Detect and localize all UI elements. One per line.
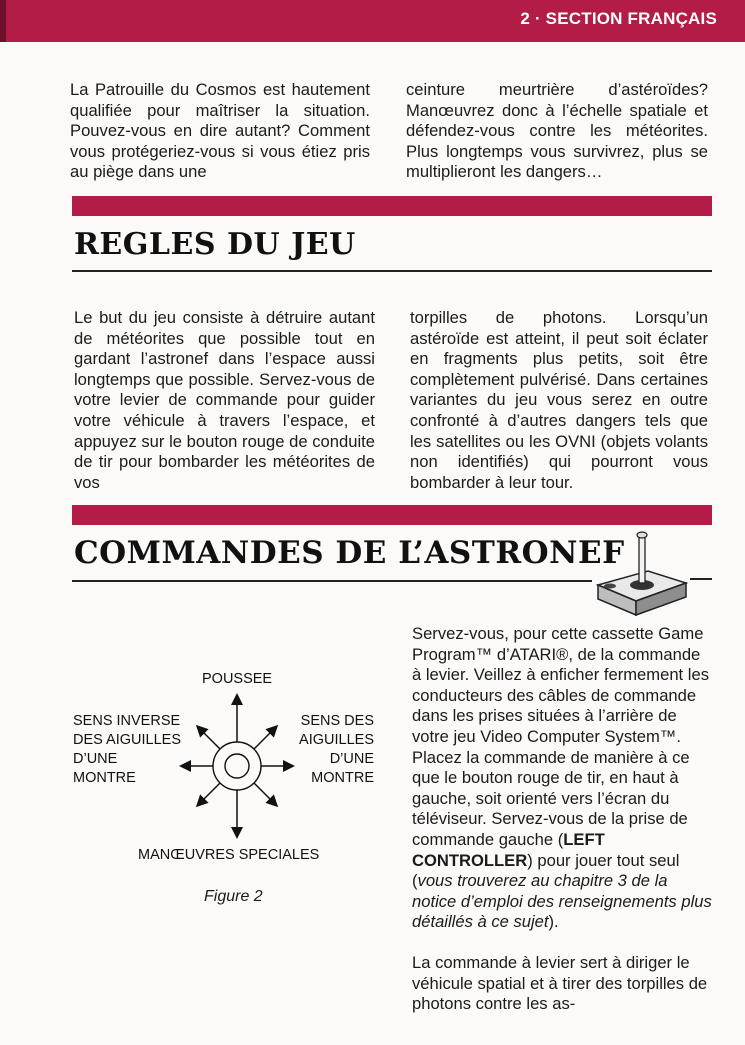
rules-right-column [410,308,708,493]
arrow-down-right [254,783,276,805]
header-band-edge [0,0,6,42]
arrow-down-left [198,783,220,805]
controls-paragraph-1: Servez-vous, pour cette cassette Game Program™ d’ATARI®, de la commande à levier. Veillez à enficher fermement les conducteurs des câbles de commande dans les prises situées à l’arrière de votre jeu Video Computer System™. Placez la commande de manière à ce que le bouton rouge de tir, en haut à gauche, soit orienté vers l’écran du téléviseur. Servez-vous de la prise de commande gauche (LEFT CONTROLLER) pour jouer tout seul (vous trouverez au chapitre 3 de la notice d’emploi des renseignements plus détaillés à ce sujet). [412,624,712,932]
controls-underline [72,580,592,582]
section-label: 2 · SECTION FRANÇAIS [520,9,717,28]
direction-arrows [70,670,390,870]
diagram-label-counterclockwise: SENS INVERSE DES AIGUILLES D’UNE MONTRE [73,713,181,786]
intro-right-column [406,80,708,183]
controls-paragraph-2: La commande à levier sert à diriger le véhicule spatial et à tirer des torpilles de photons contre les as- [412,952,708,1014]
arrow-up-right [254,727,276,749]
rules-color-bar [72,196,712,216]
left-controller-term: LEFT CONTROLLER [412,829,605,870]
rules-heading: REGLES DU JEU [74,227,356,262]
rules-left-column [74,308,375,493]
intro-left-text: La Patrouille du Cosmos est hautement qualifiée pour maîtriser la situation. Pouvez-vous en dire autant? Comment vous protégeriez-vous si vous étiez pris au piège dans une [70,80,370,182]
intro-right-text: ceinture meurtrière d’astéroïdes? Manœuvrez donc à l’échelle spatiale et défendez-vous contre les météorites. Plus longtemps vous survivrez, plus se multiplieront les dangers… [406,80,708,182]
controls-heading: COMMANDES DE L’ASTRONEF [74,535,625,571]
joystick-icon [590,525,690,625]
diagram-label-clockwise: SENS DES AIGUILLES D’UNE MONTRE [299,713,374,786]
rules-left-text: Le but du jeu consiste à détruire autant de météorites que possible tout en gardant l’astronef dans l’espace aussi longtemps que possible. Servez-vous de votre levier de commande pour guider votre véhicule à travers l’espace, et appuyez sur le bouton rouge de conduite de tir pour bombarder les météorites de vos [74,308,375,492]
diagram-inner-ring [225,754,249,778]
arrow-up-left [198,727,220,749]
header-band [0,0,745,42]
diagram-label-special: MANŒUVRES SPECIALES [138,847,320,863]
controls-right-column [412,624,712,1015]
controls-underline-end [690,578,712,580]
rules-underline [72,270,712,272]
joystick-diagram [70,670,390,870]
intro-left-column [70,80,370,183]
diagram-outer-ring [213,742,261,790]
diagram-label-thrust: POUSSEE [202,671,273,687]
rules-right-text: torpilles de photons. Lorsqu’un astéroïde est atteint, il peut soit éclater en fragments plus petits, soit être complètement pulvérisé. Dans certaines variantes du jeu vous serez en outre confronté à d’autres dangers tels que les satellites ou les OVNI (objets volants non identifiés) qui pourront vous bombarder à leur tour. [410,308,708,492]
controls-color-bar [72,505,712,525]
figure-caption: Figure 2 [204,888,263,905]
